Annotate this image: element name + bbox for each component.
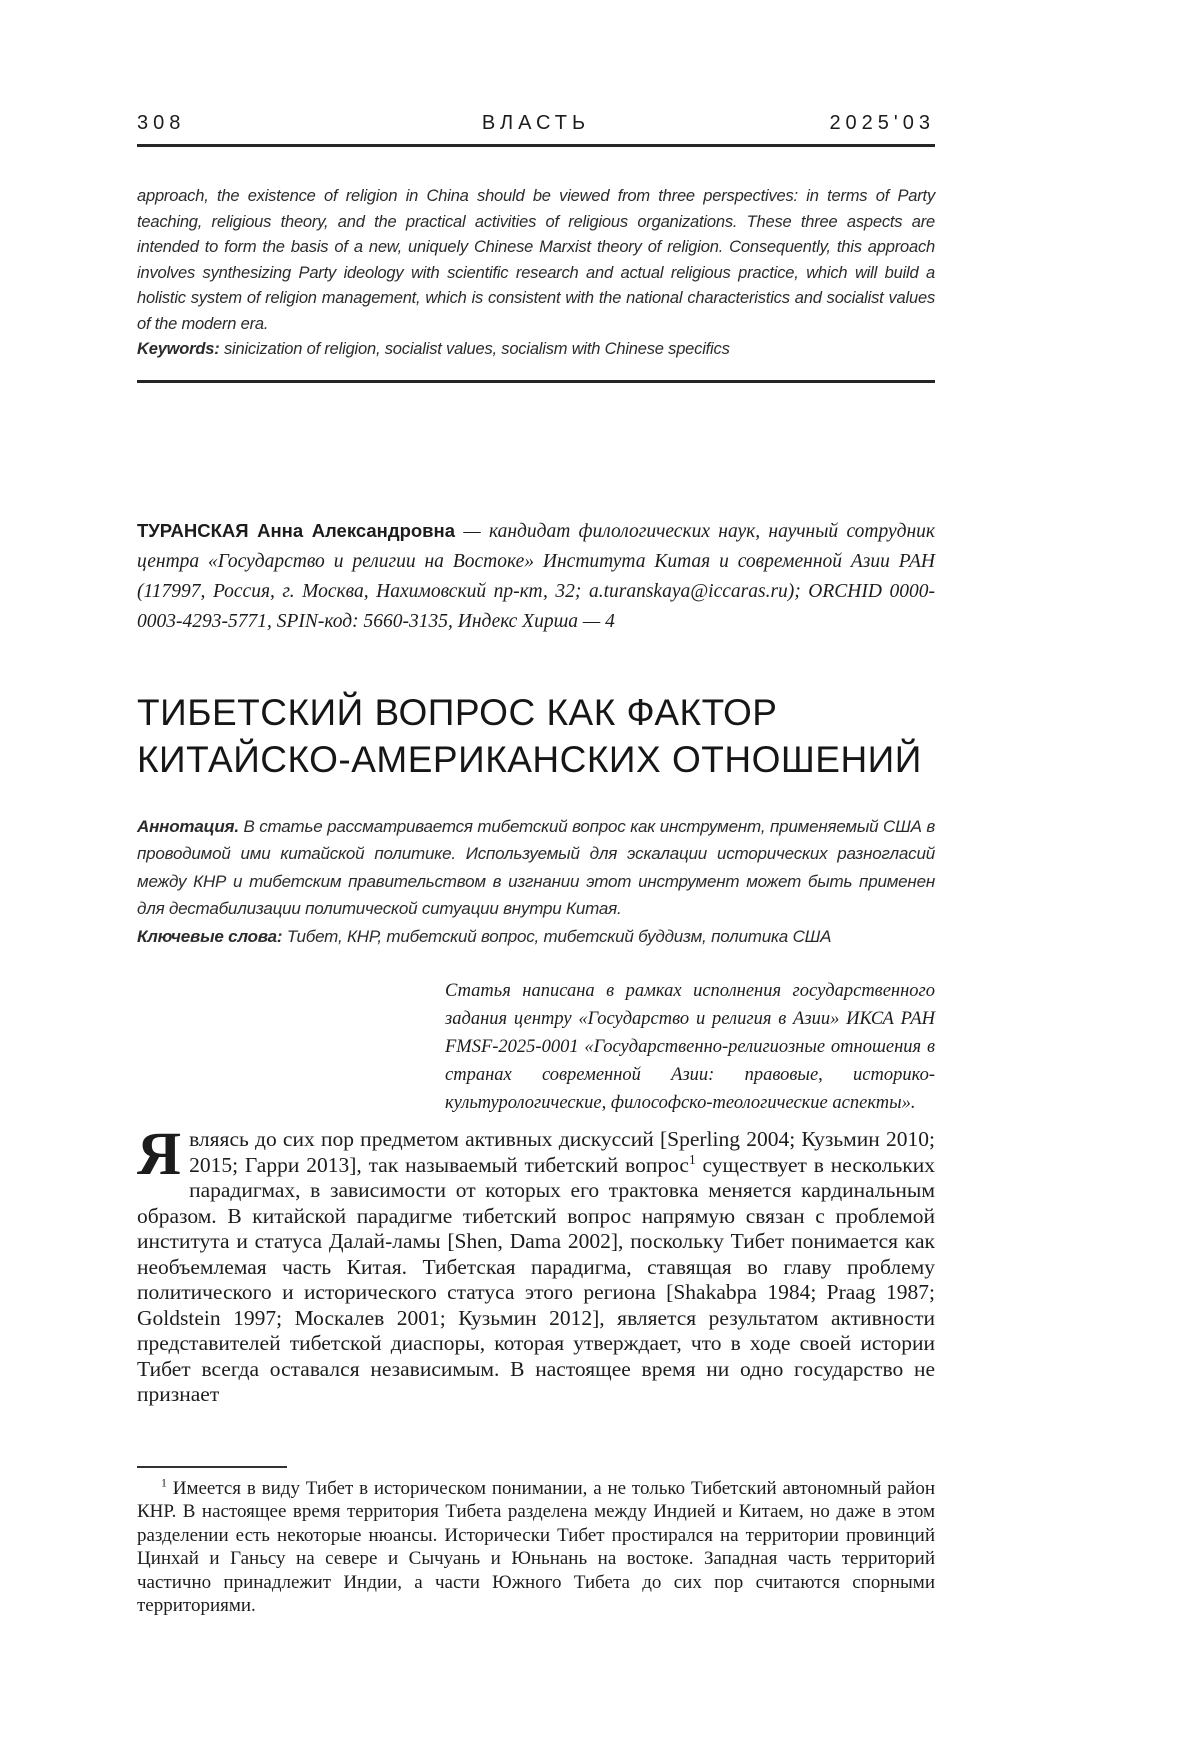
english-keywords [137, 337, 935, 363]
footnote-marker: 1 [161, 1476, 167, 1490]
article-title [137, 689, 935, 783]
funding-note: Статья написана в рамках исполнения государственного задания центру «Государство и религия в Азии» ИКСА РАН FMSF-2025-0001 «Государственно-религиозные отношения в странах современной Азии: правовые, историко-культурологические, философско-теологические аспекты». [445, 981, 935, 1113]
author-name: ТУРАНСКАЯ Анна Александровна [137, 519, 456, 541]
page-number: 308 [137, 112, 186, 134]
keywords-label: Keywords: [137, 340, 220, 358]
keywords-text: sinicization of religion, socialist values, socialism with Chinese specifics [219, 340, 730, 358]
footnote-rule [137, 1466, 287, 1468]
annotation-text: В статье рассматривается тибетский вопрос как инструмент, применяемый США в проводимой ими китайской политике. Используемый для эскалации исторических разногласий между КНР и тибетским правительством в изгнании этот инструмент может быть применен для дестабилизации политической ситуации внутри Китая. [137, 816, 935, 918]
article-title-line2: КИТАЙСКО-АМЕРИКАНСКИХ ОТНОШЕНИЙ [137, 738, 922, 780]
author-details: — кандидат филологических наук, научный сотрудник центра «Государство и религии на Востоке» Института Китая и современной Азии РАН (117997, Россия, г. Москва, Нахимовский пр-кт, 32; a.turanskaya@iccaras.ru); ORCHID 0000-0003-4293-5771, SPIN-код: 5660-3135, Индекс Хирша — 4 [137, 520, 935, 632]
annotation [137, 813, 935, 923]
author-block [137, 516, 935, 637]
running-head [137, 112, 935, 147]
issue-number: 2025'03 [829, 112, 935, 134]
annotation-label: Аннотация. [137, 816, 239, 836]
footnote-reference: 1 [688, 1151, 696, 1167]
russian-keywords-text: Тибет, КНР, тибетский вопрос, тибетский буддизм, политика США [282, 926, 832, 946]
journal-name: ВЛАСТЬ [481, 112, 591, 134]
footnote [137, 1477, 935, 1618]
english-abstract: approach, the existence of religion in China should be viewed from three perspectives: in terms of Party teaching, religious theory, and the practical activities of religious organizations. These three aspects are intended to form the basis of a new, uniquely Chinese Marxist theory of religion. Consequently, this approach involves synthesizing Party ideology with scientific research and actual religious practice, which will build a holistic system of religion management, which is consistent with the national characteristics and socialist values of the modern era. [137, 187, 935, 333]
body-text-part1: вляясь до сих пор предметом активных дискуссий [Sperling 2004; Кузьмин 2010; 2015; Гарри 2013], так называемый тибетский вопрос [189, 1127, 935, 1177]
section-divider [137, 380, 935, 383]
russian-keywords [137, 923, 935, 951]
body-text-part2: существует в нескольких парадигмах, в зависимости от которых его трактовка меняется кардинальным образом. В китайской парадигме тибетский вопрос напрямую связан с проблемой института и статуса Далай-ламы [Shen, Dama 2002], поскольку Тибет понимается как необъемлемая часть Китая. Тибетская парадигма, ставящая во главу проблему политического и исторического статуса этого региона [Shakabpa 1984; Praag 1987; Goldstein 1997; Москалев 2001; Кузьмин 2012], является результатом активности представителей тибетской диаспоры, которая утверждает, что в ходе своей истории Тибет всегда оставался независимым. В настоящее время ни одно государство не признает [137, 1152, 935, 1406]
footnote-text: Имеется в виду Тибет в историческом понимании, а не только Тибетский автономный район КНР. В настоящее время территория Тибета разделена между Индией и Китаем, но даже в этом разделении есть некоторые нюансы. Исторически Тибет простирался на территории провинций Цинхай и Ганьсу на севере и Сычуань и Юньнань на востоке. Западная часть территорий частично принадлежит Индии, а части Южного Тибета до сих пор считаются спорными территориями. [137, 1477, 935, 1616]
body-paragraph [137, 1121, 935, 1408]
page-content [137, 0, 935, 1618]
drop-cap: Я [137, 1121, 182, 1188]
russian-keywords-label: Ключевые слова: [137, 926, 283, 946]
article-title-line1: ТИБЕТСКИЙ ВОПРОС КАК ФАКТОР [137, 691, 778, 733]
